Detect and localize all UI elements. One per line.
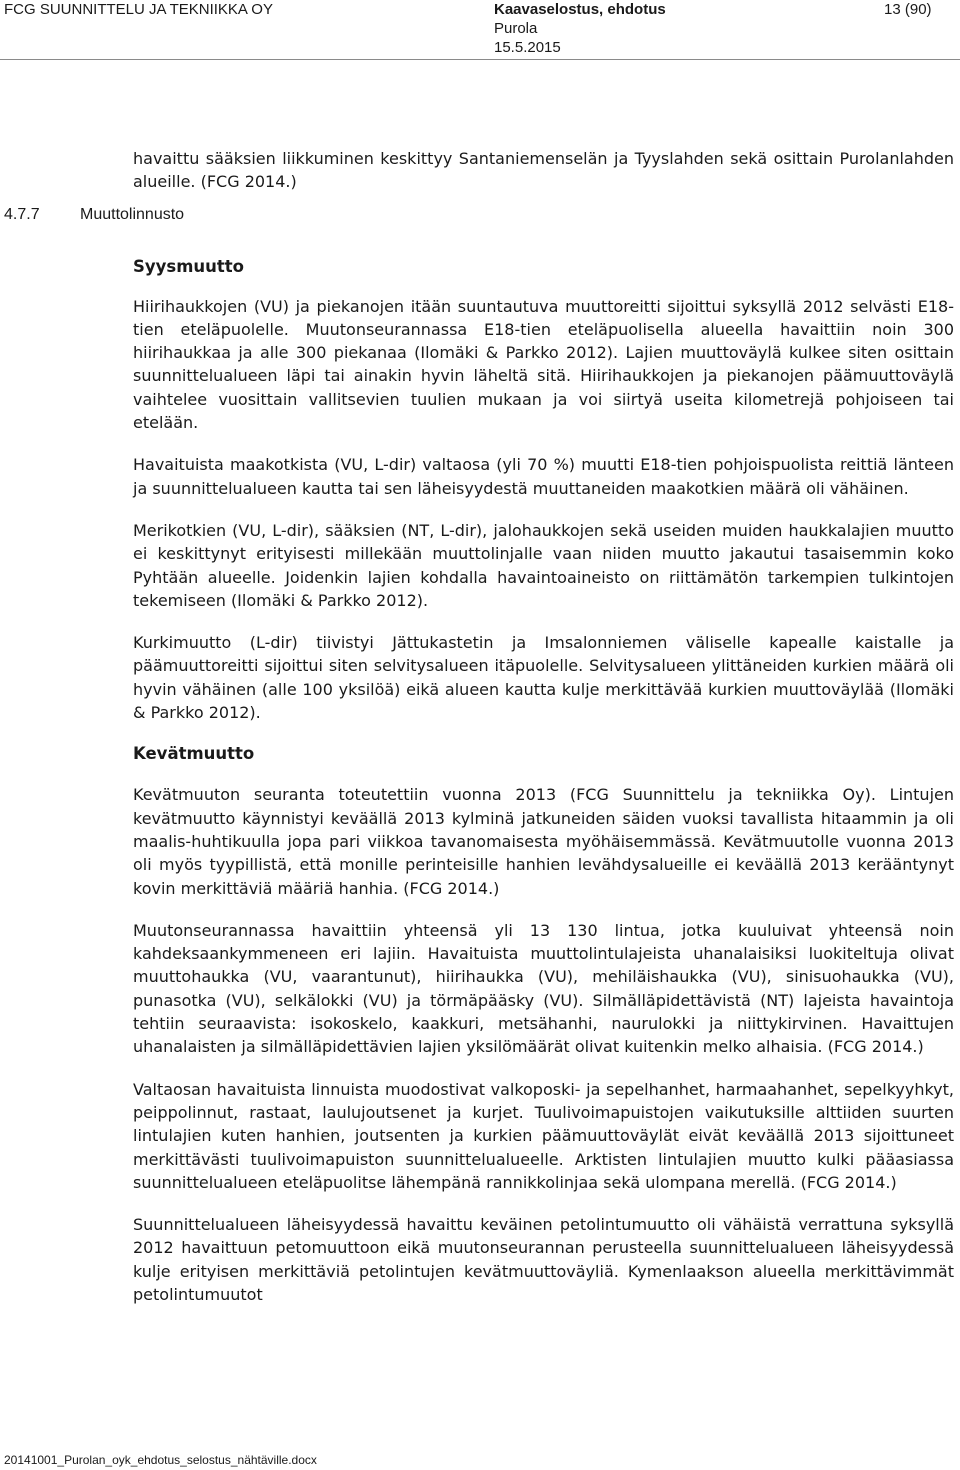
spring-paragraph-3: Valtaosan havaituista linnuista muodostivat valkoposki- ja sepelhanhet, harmaahanhet, sepelkyyhkyt, peippolinnut, rastaat, laulujoutsenet ja kurjet. Tuulivoimapuistojen vaikutuksille alttiiden suurten lintulajien kuten hanhien, joutsenten ja kurkien päämuuttoväylät eivät keväällä 2013 sijoittuneet merkittävästi tuulivoimapuiston suunnittelualueelle. Arktisten lintulajien muutto kulki pääasiassa suunnittelualueen eteläpuolitse lähempänä rannikkolinjaa sekä ulompana merellä. (FCG 2014.) bbox=[133, 1079, 954, 1192]
header-page-number: 13 (90) bbox=[884, 1, 932, 18]
header-date: 15.5.2015 bbox=[494, 39, 561, 56]
document-body bbox=[133, 147, 954, 1306]
section-number: 4.7.7 bbox=[4, 206, 40, 223]
autumn-paragraph-3: Merikotkien (VU, L-dir), sääksien (NT, L-dir), jalohaukkojen sekä useiden muiden haukkalajien muutto ei keskittynyt erityisesti millekään muuttolinjalle vaan niiden muutto jakautui tasaisemmin koko Pyhtään alueelle. Joidenkin lajien kohdalla havaintoaineisto on riittämätön tarkempien tulkintojen tekemiseen (Ilomäki & Parkko 2012). bbox=[133, 520, 954, 610]
intro-paragraph: havaittu sääksien liikkuminen keskittyy Santaniemenselän ja Tyyslahden sekä osittain Purolanlahden alueille. (FCG 2014.) bbox=[133, 149, 954, 192]
heading-autumn-migration: Syysmuutto bbox=[133, 256, 245, 276]
spring-paragraph-4: Suunnittelualueen läheisyydessä havaittu keväinen petolintumuutto oli vähäistä verrattuna syksyllä 2012 havaittuun petomuuttoon eikä muutonseurannan perusteella suunnittelualueen läheisyydessä kulje erityisen merkittäviä petolintujen kevätmuuttoväyliä. Kymenlaakson alueella merkittävimmät petolintumuutot bbox=[133, 1215, 954, 1304]
spring-paragraph-2: Muutonseurannassa havaittiin yhteensä yli 13 130 lintua, jotka kuuluivat yhteensä noin kahdeksaankymmeneen eri lajiin. Havaituista muuttolintulajeista uhanalaisiksi luokiteltuja olivat muuttohaukka (VU, vaarantunut), hiirihaukka (VU), mehiläishaukka (VU), sinisuohaukka (VU), punasotka (VU), selkälokki (VU) ja törmäpääsky (VU). Silmälläpidettävistä (NT) lajeista havaintoja tehtiin seuraavista: isokoskelo, kaakkuri, metsähanhi, naurulokki ja niittykirvinen. Havaittujen uhanalaisten ja silmälläpidettävien lajien yksilömäärät olivat kuitenkin melko alhaisia. (FCG 2014.) bbox=[133, 920, 954, 1057]
header-doc-type: Kaavaselostus, ehdotus bbox=[494, 1, 666, 18]
autumn-paragraph-1: Hiirihaukkojen (VU) ja piekanojen itään suuntautuva muuttoreitti sijoittui syksyllä 2012 selvästi E18-tien eteläpuolelle. Muutonseurannassa E18-tien eteläpuolisella alueella havaittiin noin 300 hiirihaukkaa ja alle 300 piekanaa (Ilomäki & Parkko 2012). Lajien muuttoväylä kulkee siten osittain suunnittelualueen läpi tai ainakin hyvin läheltä sitä. Hiirihaukkojen ja piekanojen päämuuttoväylä vaihtelee vuosittain vallitsevien tuulien mukaan ja voi siirtyä useita kilometrejä pohjoiseen tai etelään. bbox=[133, 296, 954, 433]
autumn-paragraph-4: Kurkimuutto (L-dir) tiivistyi Jättukastetin ja Imsalonniemen väliselle kapealle kaistalle ja päämuuttoreitti sijoittui siten selvitysalueen itäpuolelle. Selvitysalueen ylittäneiden kurkien määrä oli hyvin vähäinen (alle 100 yksilöä) eikä alueen kautta kulje merkittävää kurkien muuttoväylää (Ilomäki & Parkko 2012). bbox=[133, 633, 954, 723]
section-title: Muuttolinnusto bbox=[80, 206, 185, 223]
header-meta bbox=[494, 0, 666, 57]
autumn-paragraph-2: Havaituista maakotkista (VU, L-dir) valtaosa (yli 70 %) muutti E18-tien pohjoispuolista reittiä länteen ja suunnittelualueen kautta tai sen läheisyydestä muuttaneiden maakotkien määrä oli vähäinen. bbox=[133, 455, 954, 498]
header-company: FCG SUUNNITTELU JA TEKNIIKKA OY bbox=[4, 1, 273, 18]
spring-paragraph-1: Kevätmuuton seuranta toteutettiin vuonna 2013 (FCG Suunnittelu ja tekniikka Oy). Lintujen kevätmuutto käynnistyi keväällä 2013 kylminä jatkuneiden säiden vuoksi tavallista hitaammin ja oli maalis-huhtikuulla jopa pari viikkoa tavanomaisesta myöhäisemmässä. Kevätmuutolle vuonna 2013 oli myös tyypillistä, että monille perinteisille hanhien levähdysalueille ei keväällä 2013 kerääntynyt kovin merkittäviä määriä hanhia. (FCG 2014.) bbox=[133, 785, 954, 898]
header-place: Purola bbox=[494, 20, 538, 37]
heading-spring-migration: Kevätmuutto bbox=[133, 744, 255, 764]
header-divider bbox=[0, 59, 960, 60]
footer-filename: 20141001_Purolan_oyk_ehdotus_selostus_nähtäville.docx bbox=[4, 1453, 317, 1467]
